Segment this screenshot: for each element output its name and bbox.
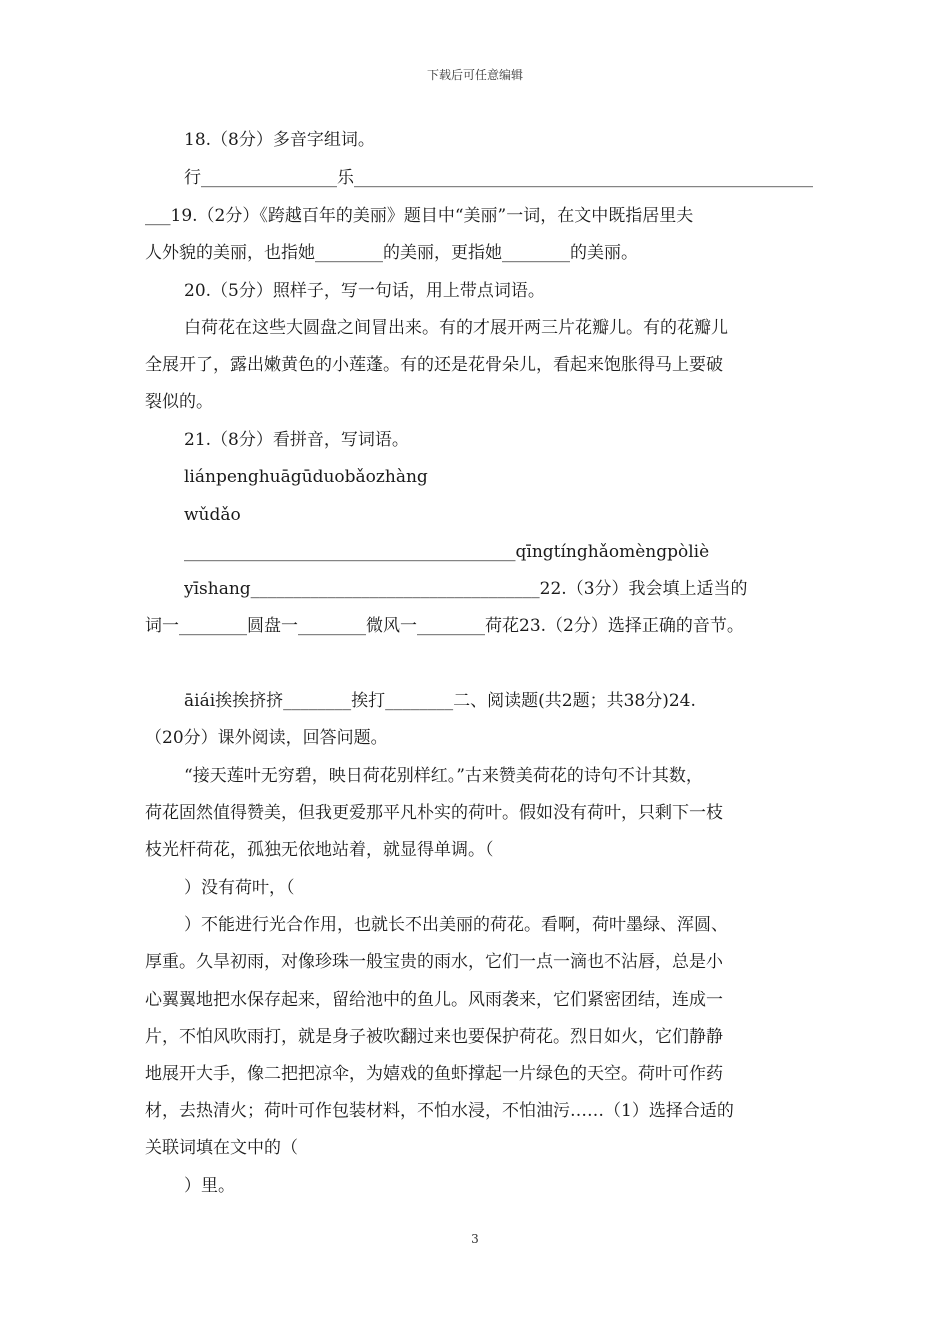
question-20-example-line-1: 白荷花在这些大圆盘之间冒出来。有的才展开两三片花瓣儿。有的花瓣儿 — [184, 318, 728, 338]
passage-line-5: ）不能进行光合作用，也就长不出美丽的荷花。看啊，荷叶墨绿、浑圆、 — [184, 915, 728, 935]
question-22-line-2: 词一________圆盘一________微风一________荷花23.（2分）选择正确的音节。 — [145, 616, 744, 636]
question-20-example-line-3: 裂似的。 — [145, 392, 213, 412]
page-header: 下载后可任意编辑 — [426, 68, 523, 82]
question-23-line: āiái挨挨挤挤________挨打________二、阅读题(共2题；共38分)24. — [184, 691, 696, 711]
question-20-example-line-2: 全展开了，露出嫩黄色的小莲蓬。有的还是花骨朵儿，看起来饱胀得马上要破 — [145, 355, 723, 375]
passage-line-10: 材，去热清火；荷叶可作包装材料，不怕水浸，不怕油污……（1）选择合适的 — [145, 1101, 734, 1121]
passage-line-1: “接天莲叶无穷碧，映日荷花别样红。”古来赞美荷花的诗句不计其数， — [184, 766, 703, 786]
passage-line-3: 枝光杆荷花，孤独无依地站着，就显得单调。（ — [145, 840, 494, 860]
passage-line-12: ）里。 — [184, 1176, 235, 1196]
question-18-blanks: 行________________乐______________________________________________________ — [184, 168, 813, 188]
question-20-title: 20.（5分）照样子，写一句话，用上带点词语。 — [184, 281, 545, 301]
page-number: 3 — [471, 1232, 479, 1246]
passage-line-6: 厚重。久旱初雨，对像珍珠一般宝贵的雨水，它们一点一滴也不沾唇，总是小 — [145, 952, 723, 972]
question-21-pinyin-3: _______________________________________qīngtínghǎomèngpòliè — [184, 542, 710, 562]
question-18-title: 18.（8分）多音字组词。 — [184, 130, 375, 150]
question-19-line-2: 人外貌的美丽，也指她________的美丽，更指她________的美丽。 — [145, 243, 638, 263]
question-21-title: 21.（8分）看拼音，写词语。 — [184, 430, 409, 450]
passage-line-11: 关联词填在文中的（ — [145, 1138, 298, 1158]
question-22-line-1: yīshang__________________________________22.（3分）我会填上适当的 — [184, 579, 748, 599]
question-21-pinyin-2: wǔdǎo — [184, 505, 241, 525]
question-19-line-1: ___19.（2分）《跨越百年的美丽》题目中“美丽”一词，在文中既指居里夫 — [145, 206, 694, 226]
passage-line-8: 片，不怕风吹雨打，就是身子被吹翻过来也要保护荷花。烈日如火，它们静静 — [145, 1027, 723, 1047]
passage-line-4: ）没有荷叶，（ — [184, 878, 295, 898]
passage-line-7: 心翼翼地把水保存起来，留给池中的鱼儿。风雨袭来，它们紧密团结，连成一 — [145, 990, 723, 1010]
question-21-pinyin-1: liánpenghuāgūduobǎozhàng — [184, 467, 428, 487]
passage-line-2: 荷花固然值得赞美，但我更爱那平凡朴实的荷叶。假如没有荷叶，只剩下一枝 — [145, 803, 723, 823]
passage-line-9: 地展开大手，像二把把凉伞，为嬉戏的鱼虾撑起一片绿色的天空。荷叶可作药 — [145, 1064, 723, 1084]
question-24-title: （20分）课外阅读，回答问题。 — [145, 728, 388, 748]
